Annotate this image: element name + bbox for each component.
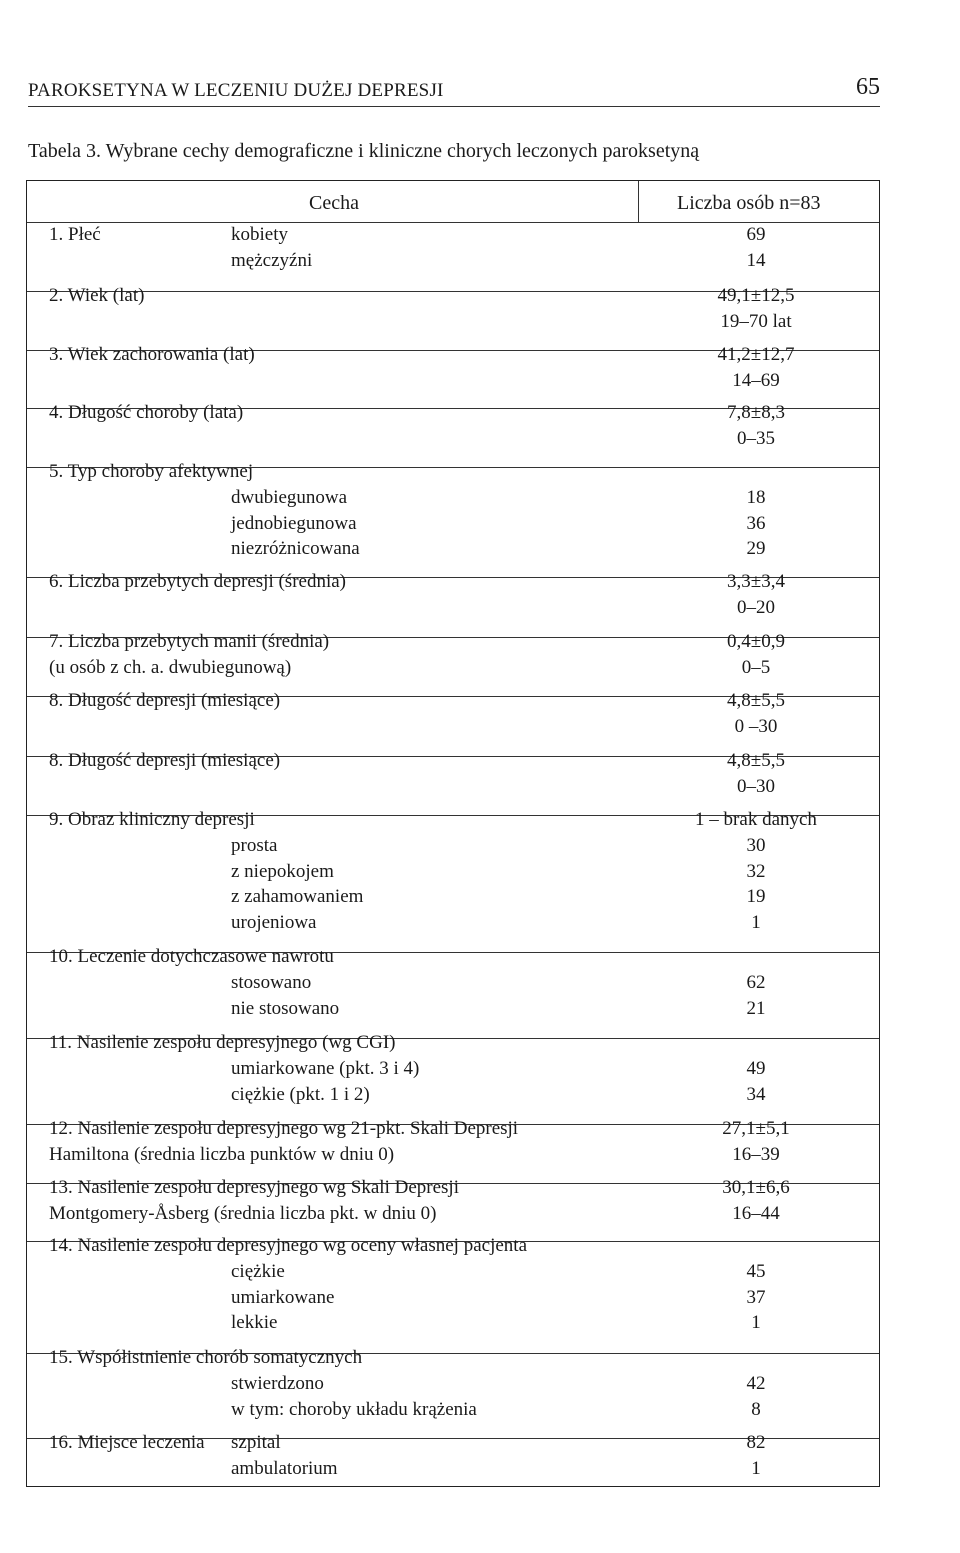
sub-value: 14 <box>746 249 766 271</box>
row-title: 7. Liczba przebytych manii (średnia) <box>49 631 330 652</box>
sub-label: kobiety <box>231 224 288 245</box>
row-value: 19–70 lat <box>720 310 792 332</box>
sub-label: niezróżnicowana <box>231 538 360 560</box>
sub-value: 45 <box>746 1260 766 1282</box>
sub-label: nie stosowano <box>231 997 340 1019</box>
row-value: 0,4±0,9 <box>727 631 785 652</box>
row-title-cont: Hamiltona (średnia liczba punktów w dniu 0) <box>49 1143 395 1165</box>
row-title: 4. Długość choroby (lata) <box>49 402 244 423</box>
sub-value: 1 <box>751 912 761 934</box>
row-value: 14–69 <box>732 369 780 391</box>
row-title: 3. Wiek zachorowania (lat) <box>49 344 255 365</box>
sub-value: 30 <box>746 834 766 856</box>
table-body <box>27 181 879 1486</box>
row-title-cont: Montgomery-Åsberg (średnia liczba pkt. w dniu 0) <box>49 1202 437 1224</box>
row-value: 0–5 <box>741 656 771 678</box>
row-value: 1 – brak danych <box>695 809 817 830</box>
row-title: 10. Leczenie dotychczasowe nawrotu <box>49 946 334 967</box>
row-title: 13. Nasilenie zespołu depresyjnego wg Skali Depresji <box>49 1177 459 1198</box>
row-title: 11. Nasilenie zespołu depresyjnego (wg CGI) <box>49 1032 396 1053</box>
sub-label: ciężkie <box>231 1260 285 1282</box>
row-title-cont: (u osób z ch. a. dwubiegunową) <box>49 656 292 678</box>
row-title: 9. Obraz kliniczny depresji <box>49 809 255 830</box>
sub-value: 36 <box>746 512 766 534</box>
characteristics-table <box>26 180 880 1487</box>
sub-value: 82 <box>746 1432 766 1453</box>
sub-value: 34 <box>746 1083 766 1105</box>
page-number: 65 <box>856 74 880 100</box>
row-title: 15. Współistnienie chorób somatycznych <box>49 1347 363 1368</box>
sub-value: 1 <box>751 1312 761 1334</box>
row-value: 7,8±8,3 <box>727 402 785 423</box>
row-value: 16–44 <box>732 1202 780 1224</box>
row-title: 12. Nasilenie zespołu depresyjnego wg 21-pkt. Skali Depresji <box>49 1118 519 1139</box>
sub-value: 32 <box>746 860 766 882</box>
sub-label: mężczyźni <box>231 249 313 271</box>
sub-value: 42 <box>746 1372 766 1394</box>
row-title: 16. Miejsce leczenia <box>49 1432 205 1453</box>
row-title: 8. Długość depresji (miesiące) <box>49 690 281 711</box>
sub-label: ambulatorium <box>231 1457 338 1479</box>
sub-value: 18 <box>746 486 766 508</box>
sub-label: w tym: choroby układu krążenia <box>231 1398 477 1420</box>
row-value: 4,8±5,5 <box>727 690 785 711</box>
sub-label: umiarkowane (pkt. 3 i 4) <box>231 1057 420 1079</box>
running-header <box>28 72 880 107</box>
sub-label: z zahamowaniem <box>231 886 364 908</box>
column-divider <box>638 181 639 223</box>
sub-value: 29 <box>746 538 766 560</box>
sub-label: ciężkie (pkt. 1 i 2) <box>231 1083 370 1105</box>
row-value: 0–35 <box>737 427 775 449</box>
column-header-count: Liczba osób n=83 <box>677 192 821 214</box>
row-value: 16–39 <box>732 1143 780 1165</box>
row-title: 6. Liczba przebytych depresji (średnia) <box>49 571 347 592</box>
row-title: 8. Długość depresji (miesiące) <box>49 750 281 771</box>
sub-value: 19 <box>746 886 766 908</box>
sub-label: stosowano <box>231 971 312 993</box>
table-caption: Tabela 3. Wybrane cechy demograficzne i kliniczne chorych leczonych paroksetyną <box>28 140 700 162</box>
sub-label: umiarkowane <box>231 1286 335 1308</box>
running-title: PAROKSETYNA W LECZENIU DUŻEJ DEPRESJI <box>28 80 444 101</box>
sub-value: 69 <box>746 224 766 245</box>
column-header-feature: Cecha <box>309 192 359 214</box>
row-value: 30,1±6,6 <box>722 1177 790 1198</box>
sub-value: 8 <box>751 1398 761 1420</box>
row-value: 4,8±5,5 <box>727 750 785 771</box>
row-value: 3,3±3,4 <box>727 571 785 592</box>
sub-label: stwierdzono <box>231 1372 324 1394</box>
row-title: 5. Typ choroby afektywnej <box>49 461 254 482</box>
sub-label: szpital <box>231 1432 281 1453</box>
sub-value: 37 <box>746 1286 766 1308</box>
row-value: 49,1±12,5 <box>717 285 795 306</box>
sub-label: z niepokojem <box>231 860 334 882</box>
sub-label: prosta <box>231 834 278 856</box>
row-value: 27,1±5,1 <box>722 1118 790 1139</box>
sub-value: 21 <box>746 997 766 1019</box>
sub-label: lekkie <box>231 1312 278 1334</box>
sub-value: 49 <box>746 1057 766 1079</box>
row-value: 41,2±12,7 <box>717 344 795 365</box>
row-title: 2. Wiek (lat) <box>49 285 145 306</box>
row-value: 0–20 <box>737 596 775 618</box>
row-value: 0 –30 <box>734 715 778 737</box>
sub-value: 1 <box>751 1457 761 1479</box>
row-title: 14. Nasilenie zespołu depresyjnego wg oceny własnej pacjenta <box>49 1235 528 1256</box>
sub-value: 62 <box>746 971 766 993</box>
sub-label: dwubiegunowa <box>231 486 348 508</box>
sub-label: urojeniowa <box>231 912 317 934</box>
row-value: 0–30 <box>737 775 775 797</box>
row-title: 1. Płeć <box>49 224 101 245</box>
sub-label: jednobiegunowa <box>231 512 357 534</box>
